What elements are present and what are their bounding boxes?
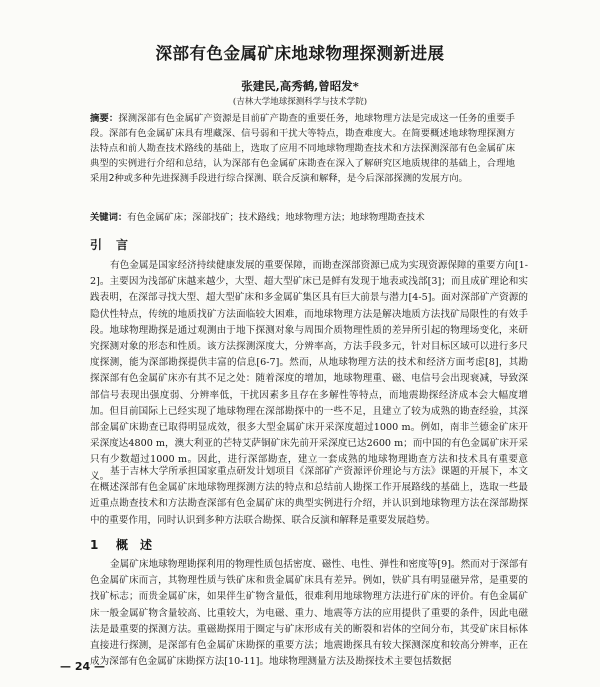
overview-paragraph-1: 金属矿床地球物理勘探利用的物理性质包括密度、磁性、电性、弹性和密度等[9]。然而对于深部有色金属矿床而言，其物理性质与铁矿床和贵金属矿床具有差异。例如，铁矿具有明显磁异常，是重要的找矿标志；而贵金属矿床，如果伴生矿物含量低，很难利用地球物理方法进行矿床的评价。有色金属矿床一般金属矿物含量较高、比重较大，为电磁、重力、地震等方法的应用提供了重要的条件，因此电磁法是最重要的探测方法。重磁勘探用于圈定与矿床形成有关的断裂和岩体的空间分布，其受矿床目标体直接进行探测，是深部有色金属矿床勘探的重要方法；地震勘探具有较大探测深度和较高分辨率，正在成为深部有色金属矿床勘探方法[10-11]。地球物理测量方法及勘探技术主要包括数据 bbox=[90, 559, 528, 668]
abstract-text: 探测深部有色金属矿产资源是目前矿产勘查的重要任务，地球物理方法是完成这一任务的重要手段。深部有色金属矿床具有埋藏深、信号弱和干扰大等特点，勘查难度大。在简要概述地球物理探测方法特点和前人勘查技术路线的基础上，选取了应用不同地球物理勘查技术和方法探测深部有色金属矿床典型的实例进行介绍和总结，认为深部有色金属矿床勘查在深入了解研究区地质规律的基础上，合理地采用2种或多种先进探测手段进行综合探测、联合反演和解释，是今后深部探测的发展方向。 bbox=[90, 113, 515, 184]
section-number-overview: 1 bbox=[90, 538, 99, 552]
section-heading-intro bbox=[90, 236, 128, 253]
section-title-intro: 言 bbox=[116, 238, 129, 252]
keywords-label: 关键词： bbox=[90, 212, 128, 223]
keywords bbox=[90, 211, 515, 225]
section-title-overview: 概 述 bbox=[116, 538, 153, 552]
keywords-text: 有色金属矿床；深部找矿；技术路线；地球物理方法；地球物理勘查技术 bbox=[127, 212, 425, 223]
paper-affiliation: (吉林大学地球探测科学与技术学院) bbox=[232, 97, 368, 107]
intro-paragraph-2: 基于吉林大学所承担国家重点研发计划项目《深部矿产资源评价理论与方法》课题的开展下，本文在概述深部有色金属矿床地球物理探测方法的特点和总结前人勘探工作开展路线的基础上，选取一些最近重点勘查技术和方法勘查深部有色金属矿床的典型实例进行介绍，并认识到地球物理方法在深部勘探中的重要作用，同时认识到多种方法联合勘探、联合反演和解释是重要发展趋势。 bbox=[90, 466, 528, 526]
abstract bbox=[90, 111, 515, 186]
abstract-label: 摘要： bbox=[90, 113, 119, 124]
intro-paragraph-1: 有色金属是国家经济持续健康发展的重要保障，而勘查深部资源已成为实现资源保障的重要方向[1-2]。主要因为浅部矿床越来越少，大型、超大型矿床已是鲜有发现于地表或浅部[3]；而且成矿理论和实践表明，在深部寻找大型、超大型矿床和多金属矿集区具有巨大前景与潜力[4-5]。面对深部矿产资源的隐伏性特点，传统的地质找矿方法面临较大困难，而地球物理方法是解决地质方法找矿局限性的有效手段。地球物理勘探是通过观测由于地下探测对象与周围介质物理性质的差异所引起的物理场变化，来研究探测对象的形态和性质。该方法探测深度大，分辨率高，方法手段多元，针对目标区域可以进行多尺度探测，能为深部勘探提供丰富的信息[6-7]。然而，从地球物理方法的技术和经济方面考虑[8]，其勘探深部有色金属矿床亦有其不足之处：随着深度的增加，地球物理重、磁、电信号会出现衰减，导致深部信号表现出强度弱、分辨率低，干扰因素多且存在多解性等特点，而地震勘探经济成本会大幅度增加。但目前国际上已经实现了地球物理在深部勘探中的一些不足，且建立了较为成熟的勘查经验，其深部金属矿床勘查已取得明显成效，很多大型金属矿床开采深度超过1000 m。例如，南非兰德金矿床开采深度达4800 m，澳大利亚的芒特艾萨铜矿床先前开采深度已达2600 m；而中国的有色金属矿床开采只有少数超过1000 m。因此，进行深部勘查，建立一套成熟的地球物理勘查方法和技术具有重要意义。 bbox=[90, 260, 528, 482]
paper-authors: 张建民,高秀鹤,曾昭发* bbox=[241, 79, 359, 93]
section-heading-overview bbox=[90, 536, 152, 553]
section-number-intro: 引 bbox=[90, 238, 103, 252]
page-number: — 24 — bbox=[60, 660, 105, 673]
paper-title: 深部有色金属矿床地球物理探测新进展 bbox=[155, 44, 445, 63]
